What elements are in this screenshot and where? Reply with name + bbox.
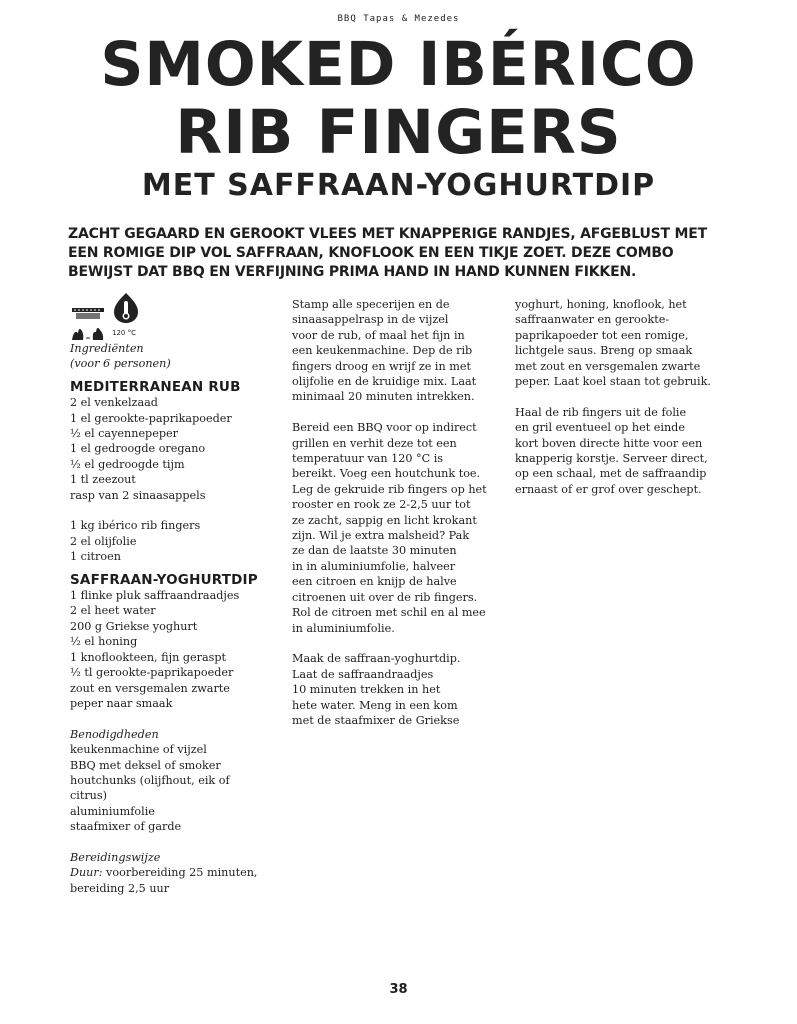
method-line: bereikt. Voeg een houtchunk toe. <box>292 467 481 481</box>
method-line: kort boven directe hitte voor een <box>515 436 703 450</box>
temperature-label: 120 °C <box>112 328 136 337</box>
list-item: 1 knoflookteen, fijn geraspt <box>70 650 227 664</box>
method-line: grillen en verhit deze tot een <box>292 436 457 450</box>
list-item: ½ el gedroogde tijm <box>70 457 185 471</box>
duration-prep: voorbereiding 25 minuten, <box>102 866 258 880</box>
method-line: Laat de saffraandraadjes <box>292 667 434 681</box>
method-line: paprikapoeder tot een romige, <box>515 328 689 342</box>
list-item: keukenmachine of vijzel <box>70 743 207 757</box>
method-line: yoghurt, honing, knoflook, het <box>515 298 687 311</box>
method-column-1 <box>292 297 506 728</box>
method-line: ze dan de laatste 30 minuten <box>292 544 457 558</box>
rub-heading: MEDITERRANEAN RUB <box>70 378 241 395</box>
method-line: citroenen uit over de rib fingers. <box>292 590 478 604</box>
duration-label: Duur: <box>70 866 103 880</box>
list-item: 1 citroen <box>70 550 121 564</box>
list-item: aluminiumfolie <box>70 804 155 818</box>
method-line: peper. Laat koel staan tot gebruik. <box>515 375 711 389</box>
method-line: knapperig korstje. Serveer direct, <box>515 452 708 466</box>
list-item: 1 kg ibérico rib fingers <box>70 519 201 533</box>
method-line: in in aluminiumfolie, halveer <box>292 559 456 573</box>
list-item: 1 flinke pluk saffraandraadjes <box>70 589 240 603</box>
intro-text: ZACHT GEGAARD EN GEROOKT VLEES MET KNAPPERIGE RANDJES, AFGEBLUST MET EEN ROMIGE DIP VOL SAFFRAAN, KNOFLOOK EN EEN TIKJE ZOET. DEZE COMBO BEWIJST DAT BBQ EN VERFIJNING PRIMA HAND IN HAND KUNNEN FIKKEN. <box>68 226 707 280</box>
method-line: hete water. Meng in een kom <box>292 698 458 712</box>
list-item: 1 el gedroogde oregano <box>70 442 206 456</box>
method-line: ernaast of er grof over geschept. <box>515 482 702 496</box>
duration-cook: bereiding 2,5 uur <box>70 881 170 895</box>
page-number: 38 <box>389 982 408 997</box>
method-line: rooster en rook ze 2-2,5 uur tot <box>292 498 471 512</box>
list-item: rasp van 2 sinaasappels <box>70 488 206 502</box>
list-item: ½ el cayennepeper <box>70 427 178 441</box>
list-item: ½ el honing <box>70 635 138 649</box>
list-item: 2 el olijfolie <box>70 534 137 548</box>
recipe-title <box>0 29 797 203</box>
method-line: Maak de saffraan-yoghurtdip. <box>292 652 461 666</box>
title-line-2: RIB FINGERS <box>175 97 622 168</box>
subtitle: MET SAFFRAAN-YOGHURTDIP <box>141 168 656 203</box>
list-item: 200 g Griekse yoghurt <box>70 619 198 633</box>
list-item: 2 el venkelzaad <box>70 396 158 410</box>
list-item: peper naar smaak <box>70 696 173 710</box>
method-line: voor de rub, of maal het fijn in <box>292 328 465 342</box>
list-item: 1 tl zeezout <box>70 473 136 487</box>
running-head: BBQ Tapas & Mezedes <box>337 14 460 24</box>
duration-line <box>70 865 280 880</box>
list-item: 2 el heet water <box>70 604 156 618</box>
method-label: Bereidingswijze <box>70 850 161 864</box>
list-item: 1 el gerookte-paprikapoeder <box>70 411 232 425</box>
list-item: citrus) <box>70 789 107 803</box>
list-item: BBQ met deksel of smoker <box>70 758 221 772</box>
list-item: zout en versgemalen zwarte <box>70 681 230 695</box>
title-line-1: SMOKED IBÉRICO <box>100 29 697 100</box>
method-line: Bereid een BBQ voor op indirect <box>292 421 477 435</box>
method-line: op een schaal, met de saffraandip <box>515 467 707 481</box>
method-line: minimaal 20 minuten intrekken. <box>292 390 475 404</box>
method-line: met zout en versgemalen zwarte <box>515 359 701 373</box>
ingredients-label: Ingrediënten <box>70 342 144 355</box>
ingredients-column <box>70 297 280 896</box>
equipment-label: Benodigdheden <box>70 727 159 741</box>
method-line: saffraanwater en gerookte- <box>515 313 670 327</box>
method-line: sinaasappelrasp in de vijzel <box>292 313 449 327</box>
method-line: Stamp alle specerijen en de <box>292 298 450 311</box>
method-line: olijfolie en de kruidige mix. Laat <box>292 375 477 389</box>
method-line: Rol de citroen met schil en al mee <box>292 606 486 620</box>
thermometer-icon <box>112 292 140 324</box>
list-item: staafmixer of garde <box>70 820 182 834</box>
method-line: zijn. Wil je extra malsheid? Pak <box>292 529 470 543</box>
method-line: fingers droog en wrijf ze in met <box>292 359 471 373</box>
method-line: ze zacht, sappig en licht krokant <box>292 513 477 527</box>
list-item: houtchunks (olijfhout, eik of <box>70 773 230 787</box>
list-item: ½ tl gerookte-paprikapoeder <box>70 666 234 680</box>
method-line: Leg de gekruide rib fingers op het <box>292 482 487 496</box>
method-line: 10 minuten trekken in het <box>292 683 441 697</box>
method-line: Haal de rib fingers uit de folie <box>515 405 687 419</box>
method-line: temperatuur van 120 °C is <box>292 452 444 466</box>
icon-group-left <box>70 307 106 341</box>
method-line: een keukenmachine. Dep de rib <box>292 344 473 358</box>
method-line: en gril eventueel op het einde <box>515 421 685 435</box>
method-column-2 <box>515 297 729 497</box>
method-line: lichtgele saus. Breng op smaak <box>515 344 693 358</box>
method-line: met de staafmixer de Griekse <box>292 713 460 727</box>
indirect-heat-icon <box>70 323 106 341</box>
method-line: in aluminiumfolie. <box>292 621 395 635</box>
dip-heading: SAFFRAAN-YOGHURTDIP <box>70 571 258 588</box>
method-line: een citroen en knijp de halve <box>292 575 457 589</box>
cooking-icons <box>70 297 280 341</box>
servings-label: (voor 6 personen) <box>70 357 171 371</box>
icon-group-right <box>112 292 140 341</box>
grill-icon <box>70 307 106 321</box>
